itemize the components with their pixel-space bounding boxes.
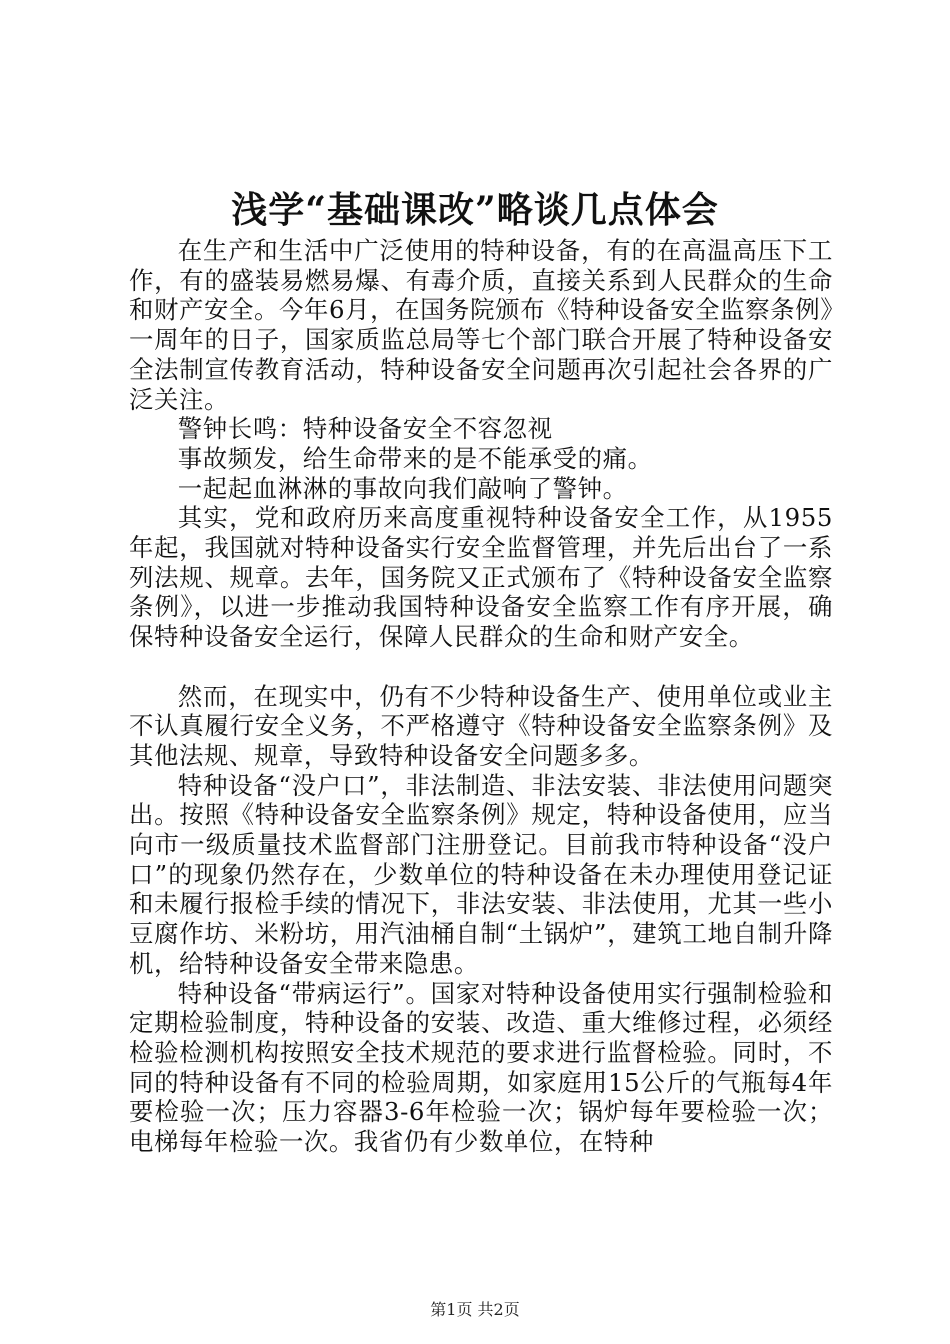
paragraph-alarm: 一起起血淋淋的事故向我们敲响了警钟。 [177, 473, 628, 503]
paragraph-intro: 在生产和生活中广泛使用的特种设备，有的在高温高压下工作，有的盛装易燃易爆、有毒介质，直接关系到人民群众的生命和财产安全。今年6月，在国务院颁布《特种设备安全监察条例》一周年的日子，国家质监总局等七个部门联合开展了特种设备安全法制宣传教育活动，特种设备安全问题再次引起社会各界的广泛关注。 [129, 236, 833, 414]
document-title: 浅学“基础课改”略谈几点体会 [231, 189, 719, 231]
paragraph-no-registration: 特种设备“没户口”，非法制造、非法安装、非法使用问题突出。按照《特种设备安全监察条例》规定，特种设备使用，应当向市一级质量技术监督部门注册登记。目前我市特种设备“没户口”的现象仍然存在，少数单位的特种设备在未办理使用登记证和未履行报检手续的情况下，非法安装、非法使用，尤其一些小豆腐作坊、米粉坊，用汽油桶自制“土锅炉”，建筑工地自制升降机，给特种设备安全带来隐患。 [129, 770, 833, 978]
paragraph-government: 其实，党和政府历来高度重视特种设备安全工作，从1955年起，我国就对特种设备实行安全监督管理，并先后出台了一系列法规、规章。去年，国务院又正式颁布了《特种设备安全监察条例》，以进一步推动我国特种设备安全监察工作有序开展，确保特种设备安全运行，保障人民群众的生命和财产安全。 [129, 503, 833, 652]
paragraph-spacer [129, 652, 833, 682]
paragraph-accidents: 事故频发，给生命带来的是不能承受的痛。 [177, 443, 653, 473]
paragraph-sick-operation: 特种设备“带病运行”。国家对特种设备使用实行强制检验和定期检验制度，特种设备的安装、改造、重大维修过程，必须经检验检测机构按照安全技术规范的要求进行监督检验。同时，不同的特种设备有不同的检验周期，如家庭用15公斤的气瓶每4年要检验一次；压力容器3-6年检验一次；锅炉每年要检验一次；电梯每年检验一次。我省仍有少数单位，在特种 [129, 978, 833, 1157]
page-number-footer: 第1页 共2页 [430, 1300, 520, 1319]
paragraph-reality: 然而，在现实中，仍有不少特种设备生产、使用单位或业主不认真履行安全义务，不严格遵守《特种设备安全监察条例》及其他法规、规章，导致特种设备安全问题多多。 [129, 681, 833, 770]
paragraph-heading-warning: 警钟长鸣：特种设备安全不容忽视 [177, 414, 553, 444]
document-body [129, 236, 833, 1157]
